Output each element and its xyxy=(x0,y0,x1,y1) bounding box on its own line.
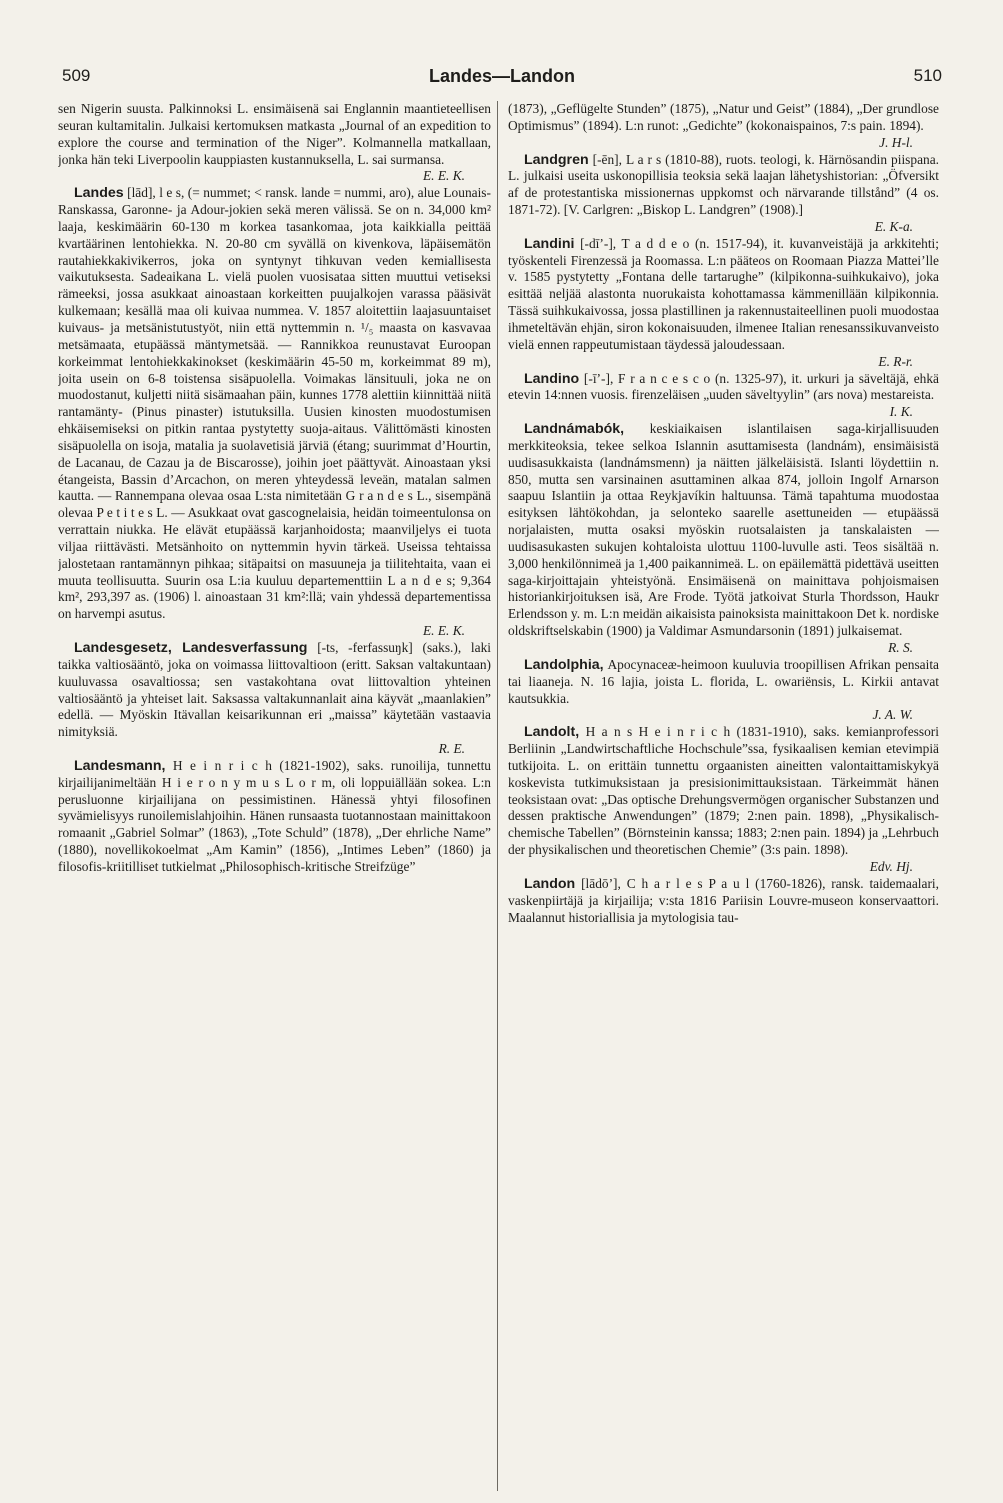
entry-text: [lād], l e s, (= nummet; < ransk. lande = nummi, aro), alue Lounais-Ranskassa, Garonne- ja Adour-jokien sekä meren välissä. Se on n. 34,000 km² laaja, keskimäärin 60-130 m korkea tasankomaa, jota kaikkialla peittää kvartäärinen lentohiekka. N. 20-80 cm syvällä on kivenkova, läpäisemätön rautahiekkakivikerros, joka on syntynyt tihkuvan veden kemiallisesta vaikutuksesta. Sadeaikana L. vielä puolen vuosisataa sitten muuttui vetiseksi rämeeksi, jossa asukkaat ainoastaan korkeitten puujalkojen varassa pääsivät kulkemaan; kesällä maa oli kuivaa nummea. V. 1857 aloitettiin laajasuuntaiset kuivaus- ja metsänistutustyöt, niin että nyttemmin n. ¹/₅ maasta on kasvavaa metsämaata, etupäässä mäntymetsää. — Rannikkoa reunustavat Euroopan korkeimmat lentohiekkakinokset (keskimäärin 45-50 m, korkeimmat 89 m), joita usein on 6-8 toistensa sisäpuolella. Voimakas länsituuli, joka ne on muodostanut, kuljetti niitä sisämaahan päin, kunnes 1778 alettiin kiinnittää niitä rantamänty- (Pinus pinaster) istutuksilla. Uusien kinosten muodostumisen ehkäisemiseksi on pitkin rantaa pystytetty suoja-aitaus. Välittömästi kinosten sisäpuolella on isoja, matalia ja suolavetisiä järviä (étang; suurimmat d’Hourtin, de Lacanau, de Cazau ja de Biscarosse), joihin joet päättyvät. Ainoastaan yksi étangeista, Bassin d’Arcachon, on meren yhteydessä leveän, matalan salmen kautta. — Rannempana olevaa osaa L:sta nimitetään G r a n d e s L., sisempänä olevaa P e t i t e s L. — Asukkaat ovat gascognelaisia, heidän toimeentulonsa on verrattain niukka. He elävät etupäässä karjanhoidosta; maanviljelys ei tuota viljaa riittävästi. Metsänhoito on nyttemmin hyvin tärkeä. Useissa tehtaissa jalostetaan rantamännyn pihkaa; sitäpaitsi on masuuneja ja tiilitehtaita, vaan ei muuta teollisuutta. Suurin osa L:ia kuuluu departementtiin L a n d e s; 9,364 km², 293,397 as. (1906) l. ainoastaan 31 km²:llä; vain yhdessä departementissa on harvempi asutus. xyxy=(58,185,491,622)
entry-headword: Landolt, xyxy=(524,724,580,741)
entry-landnamabok xyxy=(508,421,939,657)
entry-landes xyxy=(58,185,491,640)
running-title: Landes—Landon xyxy=(428,66,575,86)
left-column xyxy=(58,101,491,1491)
entry-signature: J. A. W. xyxy=(872,707,913,723)
entry-headword: Landini xyxy=(524,235,575,252)
entry-text: keskiaikaisen islantilaisen saga-kirjallisuuden merkkiteoksia, tekee selkoa Islannin asuttamisesta (landnám), ensimäisistä uudisasukkaista (landnámsmenn) ja näitten jälkeläisistä. Islanti löydettiin n. 850, mutta sen varsinainen asuttaminen alkaa 874, jolloin Ingolf Arnarson saapuu Islantiin ja ottaa Reykjavíkin haltuunsa. Tämä tapahtuma muodostaa esityksen lähtökohdan, ja selonteko saarelle asettuneiden — etupäässä norjalaisten, mutta osaksi myöskin ruotsalaisten ja tanskalaisten — uudisasukasten sukujen kohtaloista ulottuu 1100-luvulle asti. Teos sisältää n. 3,000 henkilönnimeä ja 1,400 paikannimeä. L. on epäilemättä pidettävä useitten saga-kirjoittajain yhteistyönä. Ensimäisenä on mainittava pohjoismaisen historiankirjoituksen isä, Are Frode. Työtä jatkoivat Sturla Thordsson, Haukr Erlendsson y. m. L:n meidän aikaisista painoksista mainittakoon Det k. nordiske oldskriftselskabin (1900) ja Valdimar Asmundarsonin (1891) julkaisemat. xyxy=(508,421,939,639)
entry-landgren xyxy=(508,152,939,236)
left-page-number: 509 xyxy=(62,66,91,85)
entry-text: [-dī’-], T a d d e o (n. 1517-94), it. kuvanveistäjä ja arkkitehti; työskenteli Firenzessä ja Roomassa. L:n pääteos on Roomaan Piazza Mattei’lle v. 1585 pystytetty „Fontana delle tartarughe” (kilpikonna-suihkukaivo), joka esittää neljää alastonta nuorukaista kohottamassa kämmenillään kilpikonnia. Tässä suihkukaivossa, jossa plastillinen ja rakennustaiteellinen puoli muodostaa ihmeteltävän ehjän, siron kokonaisuuden, ilmenee Italian renesanssikuvanveisto vielä ennen rappeutumistaan täydessä jaloudessaan. xyxy=(508,235,939,352)
entry-headword: Landesgesetz, Landesverfassung xyxy=(74,640,308,656)
entry-signature: E. K-a. xyxy=(874,218,913,234)
entry-text: sen Nigerin suusta. Palkinnoksi L. ensimäisenä sai Englannin maantieteellisen seuran kultamitalin. Julkaisi kertomuksen matkasta „Journal of an expedition to explore the course and termination of the Niger”. Kolmannella matkallaan, jonka hän teki Liverpoolin kauppiasten kustannuksella, L. sai surmansa. xyxy=(58,101,491,167)
entry-text: [-ī’-], F r a n c e s c o (n. 1325-97), it. urkuri ja säveltäjä, ehkä etevin 14:nnen vuosis. firenzeläisen „uuden säveltyylin” (ars nova) mestareista. xyxy=(508,370,939,403)
entry-niger-continuation xyxy=(58,101,491,185)
entry-signature: E. E. K. xyxy=(422,623,465,639)
entry-signature: E. E. K. xyxy=(422,168,465,184)
entry-landesmann-continuation xyxy=(508,101,939,152)
entry-signature: R. S. xyxy=(888,640,913,655)
entry-headword: Landino xyxy=(524,370,580,387)
entry-headword: Landon xyxy=(524,875,576,892)
entry-landino xyxy=(508,371,939,422)
entry-signature: J. H-l. xyxy=(879,134,913,150)
entry-landon xyxy=(508,876,939,927)
entry-text: H a n s H e i n r i c h (1831-1910), saks. kemianprofessori Berliinin „Landwirtschaftliche Hochschule”ssa, fysikaalisen kemian etevimpiä tutkijoita. L. on erittäin tunnettu orgaanisten aineitten valontaittamiskykyä koskevista tutkimuksistaan ja presisionimittauksistaan. Tärkeimmät hänen teoksistaan ovat: „Das optische Drehungsvermögen organischer Substanzen und dessen praktische Anwendungen” (1879; 2:nen pain. 1898), „Physikalisch-chemische Tabellen” (Börnsteinin kanssa; 1883; 2:nen pain. 1894) ja „Lehrbuch der physikalischen und theoretischen Chemie” (3:s pain. 1898). xyxy=(508,724,939,858)
page-header xyxy=(62,66,942,96)
entry-signature: Edv. Hj. xyxy=(869,858,913,874)
entry-text: H e i n r i c h (1821-1902), saks. runoilija, tunnettu kirjailijanimeltään H i e r o n y m u s L o r m, oli loppuiällään sokea. L:n perusluonne kirjailijana on pessimistinen. Hänessä yhtyi filosofinen syvämielisyys runoilemislahjoihin. Hänen runsaasta tuotannostaan mainittakoon romaanit „Gabriel Solmar” (1863), „Tote Schuld” (1878), „Der ehrliche Name” (1880), novellikokoelmat „Am Kamin” (1856), „Intimes Leben” (1860) ja filosofis-kriitilliset tutkielmat „Philosophisch-kritische Streifzüge” xyxy=(58,757,491,874)
column-divider xyxy=(497,101,498,1491)
entry-landolphia xyxy=(508,657,939,724)
entry-headword: Landes xyxy=(74,185,124,202)
right-column xyxy=(508,101,939,1491)
entry-text: [lādō’], C h a r l e s P a u l (1760-1826), ransk. taidemaalari, vaskenpiirtäjä ja kirjailija; v:sta 1816 Pariisin Louvre-museon konservaattori. Maalannut historiallisia ja mytologisia tau- xyxy=(508,875,939,925)
entry-signature: R. E. xyxy=(438,741,465,757)
entry-signature: I. K. xyxy=(889,404,913,420)
entry-headword: Landesmann, xyxy=(74,757,166,774)
entry-landolt xyxy=(508,724,939,876)
entry-text: [-ts, -ferfassuŋk] (saks.), laki taikka valtiosääntö, joka on voimassa liittovaltioon (eritt. Saksan valtakuntaan) kuuluvassa osavaltiossa; sen vastakohtana ovat liittovaltion yhteinen valtiosääntö ja yhteiset lait. Saksassa valtakunnanlait aina käyvät „maanlakien” edellä. — Myöskin Itävallan keisarikunnan eri „maissa” käytetään vastaavia nimityksiä. xyxy=(58,640,491,740)
entry-text: Apocynaceæ-heimoon kuuluvia troopillisen Afrikan pensaita tai liaaneja. N. 16 lajia, joista L. florida, L. owariënsis, L. Kirkii antavat kautsukkia. xyxy=(508,656,939,706)
entry-landesgesetz xyxy=(58,640,491,758)
entry-text: (1873), „Geflügelte Stunden” (1875), „Natur und Geist” (1884), „Der grundlose Optimismus” (1894). L:n runot: „Gedichte” (kokonaispainos, 7:s pain. 1894). xyxy=(508,101,939,133)
entry-landini xyxy=(508,236,939,371)
entry-headword: Landnámabók, xyxy=(524,421,625,438)
entry-headword: Landolphia, xyxy=(524,656,604,673)
entry-signature: E. R-r. xyxy=(878,353,913,369)
entry-text: [-ēn], L a r s (1810-88), ruots. teologi, k. Härnösandin piispana. L. julkaisi useita uskonopillisia teoksia sekä laajan lähetyshistorian: „Öfversikt af de protestantiska missionernas uppkomst och närvarande tillstånd” (4 os. 1871-72). [V. Carlgren: „Biskop L. Landgren” (1908).] xyxy=(508,151,939,218)
entry-landesmann xyxy=(58,758,491,876)
entry-headword: Landgren xyxy=(524,151,589,168)
right-page-number: 510 xyxy=(913,66,942,85)
